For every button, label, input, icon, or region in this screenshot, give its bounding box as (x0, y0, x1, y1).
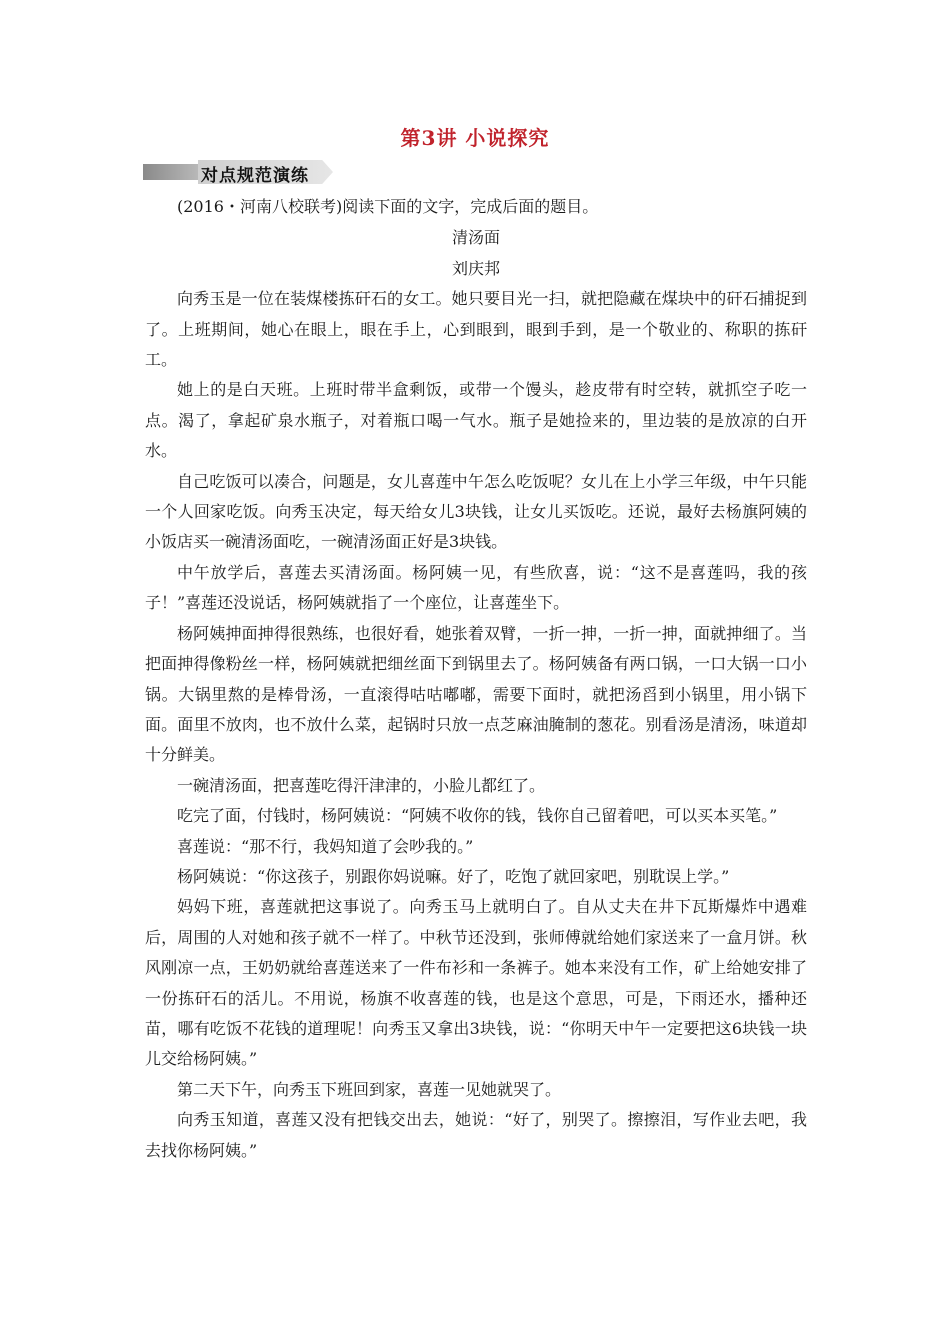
page-title: 第3讲 小说探究 (400, 126, 550, 150)
story-paragraph: 向秀玉是一位在装煤楼拣矸石的女工。她只要目光一扫，就把隐藏在煤块中的矸石捕捉到了。上班期间，她心在眼上，眼在手上，心到眼到，眼到手到，是一个敬业的、称职的拣矸工。 (145, 289, 807, 370)
story-title: 清汤面 (451, 228, 500, 248)
section-label: 对点规范演练 (201, 166, 309, 186)
story-paragraph: 向秀玉知道，喜莲又没有把钱交出去，她说：“好了，别哭了。擦擦泪，写作业去吧，我去找你杨阿姨。” (145, 1110, 807, 1160)
question-intro: (2016・河南八校联考)阅读下面的文字，完成后面的题目。 (177, 197, 599, 216)
story-paragraph: 吃完了面，付钱时，杨阿姨说：“阿姨不收你的钱，钱你自己留着吧，可以买本买笔。” (177, 806, 778, 826)
story-paragraph: 喜莲说：“那不行，我妈知道了会吵我的。” (177, 836, 474, 856)
banner-bar-decoration (143, 164, 198, 180)
story-paragraph: 中午放学后，喜莲去买清汤面。杨阿姨一见，有些欣喜，说：“这不是喜莲吗，我的孩子！”喜莲还没说话，杨阿姨就指了一个座位，让喜莲坐下。 (145, 562, 807, 613)
story-paragraph: 一碗清汤面，把喜莲吃得汗津津的，小脸儿都红了。 (177, 775, 546, 795)
document-body (145, 192, 807, 1166)
story-paragraph: 杨阿姨抻面抻得很熟练，也很好看，她张着双臂，一折一抻，一折一抻，面就抻细了。当把面抻得像粉丝一样，杨阿姨就把细丝面下到锅里去了。杨阿姨备有两口锅，一口大锅一口小锅。大锅里熬的是棒骨汤，一直滚得咕咕嘟嘟，需要下面时，就把汤舀到小锅里，用小锅下面。面里不放肉，也不放什么菜，起锅时只放一点芝麻油腌制的葱花。别看汤是清汤，味道却十分鲜美。 (145, 623, 807, 765)
story-author: 刘庆邦 (451, 258, 500, 278)
section-banner (143, 160, 343, 184)
story-paragraph: 她上的是白天班。上班时带半盒剩饭，或带一个馒头，趁皮带有时空转，就抓空子吃一点。渴了，拿起矿泉水瓶子，对着瓶口喝一气水。瓶子是她捡来的，里边装的是放凉的白开水。 (145, 380, 807, 461)
story-paragraph: 第二天下午，向秀玉下班回到家，喜莲一见她就哭了。 (177, 1079, 562, 1099)
story-paragraph: 妈妈下班，喜莲就把这事说了。向秀玉马上就明白了。自从丈夫在井下瓦斯爆炸中遇难后，周围的人对她和孩子就不一样了。中秋节还没到，张师傅就给她们家送来了一盒月饼。秋风刚凉一点，王奶奶就给喜莲送来了一件布衫和一条裤子。她本来没有工作，矿上给她安排了一份拣矸石的活儿。不用说，杨旗不收喜莲的钱，也是这个意思，可是，下雨还水，播种还苗，哪有吃饭不花钱的道理呢！向秀玉又拿出3块钱，说：“你明天中午一定要把这6块钱一块儿交给杨阿姨。” (145, 897, 807, 1069)
story-paragraph: 杨阿姨说：“你这孩子，别跟你妈说嘛。好了，吃饱了就回家吧，别耽误上学。” (177, 866, 730, 886)
story-paragraph: 自己吃饭可以凑合，问题是，女儿喜莲中午怎么吃饭呢？女儿在上小学三年级，中午只能一个人回家吃饭。向秀玉决定，每天给女儿3块钱，让女儿买饭吃。还说，最好去杨旗阿姨的小饭店买一碗清汤面吃，一碗清汤面正好是3块钱。 (145, 471, 807, 552)
